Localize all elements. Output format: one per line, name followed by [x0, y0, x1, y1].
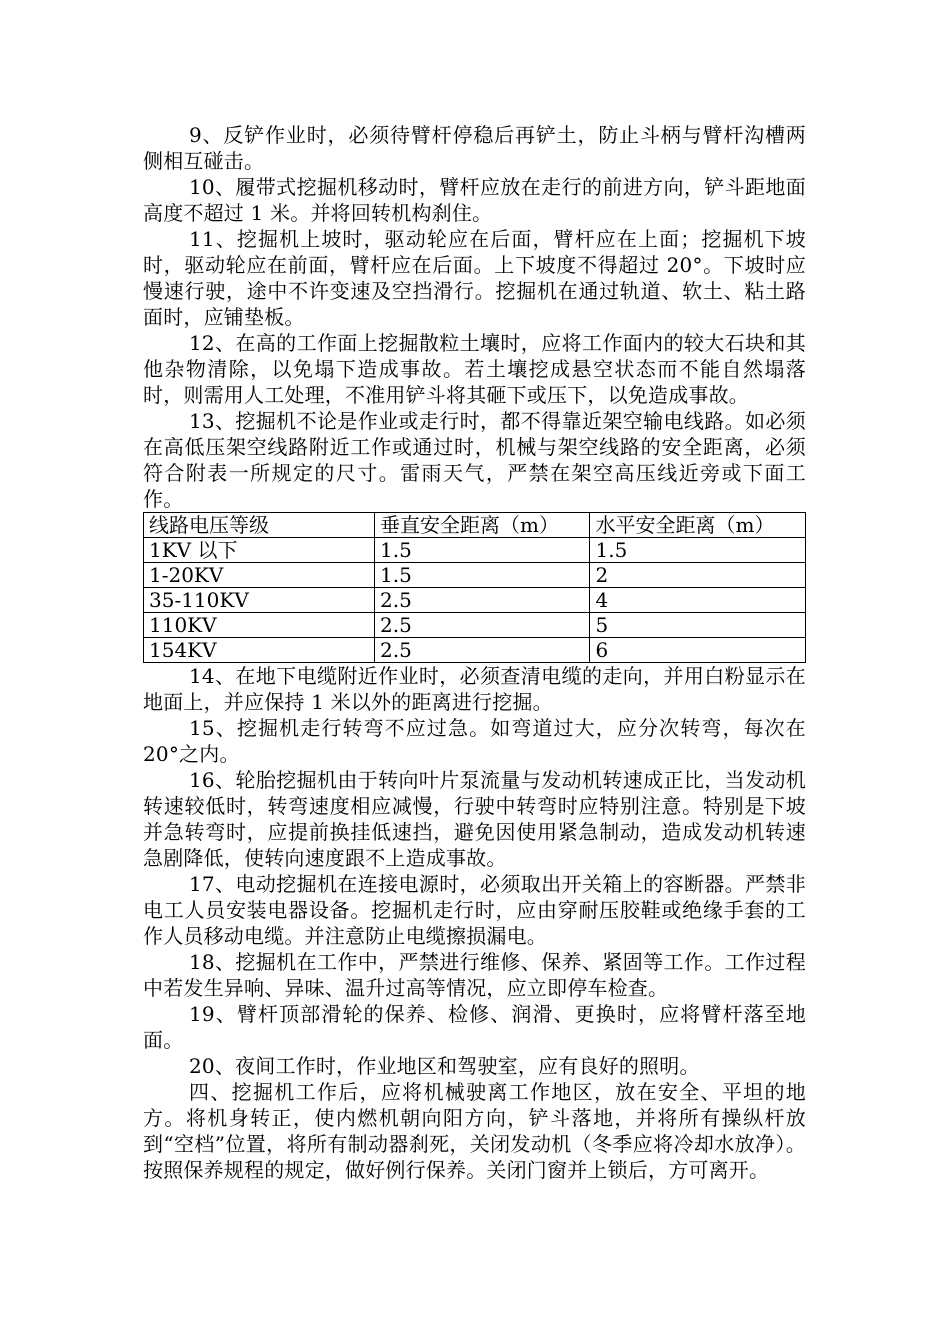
paragraph-item-12: 12、在高的工作面上挖掘散粒土壤时，应将工作面内的较大石块和其他杂物清除，以免塌下造成事故。若土壤挖成悬空状态而不能自然塌落时，则需用人工处理，不准用铲斗将其砸下或压下，以免造成事故。	[143, 331, 806, 407]
paragraph-item-10: 10、履带式挖掘机移动时，臂杆应放在走行的前进方向，铲斗距地面高度不超过 1 米。并将回转机构刹住。	[143, 175, 806, 225]
table-cell: 4	[590, 588, 806, 613]
document-page	[143, 122, 806, 1183]
table-cell: 2.5	[375, 638, 590, 663]
table-cell: 2.5	[375, 588, 590, 613]
table-cell: 1-20KV	[144, 563, 375, 588]
paragraph-item-20: 20、夜间工作时，作业地区和驾驶室，应有良好的照明。	[189, 1054, 700, 1078]
table-row	[144, 613, 806, 638]
table-cell: 6	[590, 638, 806, 663]
table-cell: 5	[590, 613, 806, 638]
table-row	[144, 588, 806, 613]
table-cell: 2.5	[375, 613, 590, 638]
table-row	[144, 638, 806, 663]
paragraph-section-four: 四、挖掘机工作后，应将机械驶离工作地区，放在安全、平坦的地方。将机身转正，使内燃机朝向阳方向，铲斗落地，并将所有操纵杆放到“空档”位置，将所有制动器刹死，关闭发动机（冬季应将冷却水放净）。按照保养规程的规定，做好例行保养。关闭门窗并上锁后，方可离开。	[143, 1080, 806, 1182]
paragraph-item-17: 17、电动挖掘机在连接电源时，必须取出开关箱上的容断器。严禁非电工人员安装电器设备。挖掘机走行时，应由穿耐压胶鞋或绝缘手套的工作人员移动电缆。并注意防止电缆擦损漏电。	[143, 872, 806, 948]
table-cell: 1KV 以下	[144, 538, 375, 563]
table-cell: 154KV	[144, 638, 375, 663]
paragraph-item-19: 19、臂杆顶部滑轮的保养、检修、润滑、更换时，应将臂杆落至地面。	[143, 1002, 806, 1052]
paragraph-item-14: 14、在地下电缆附近作业时，必须查清电缆的走向，并用白粉显示在地面上，并应保持 1 米以外的距离进行挖掘。	[143, 664, 806, 714]
table-header-cell: 垂直安全距离（m）	[375, 513, 590, 538]
table-header-row	[144, 513, 806, 538]
paragraph-item-18: 18、挖掘机在工作中，严禁进行维修、保养、紧固等工作。工作过程中若发生异响、异味、温升过高等情况，应立即停车检查。	[143, 950, 806, 1000]
safety-distance-table	[143, 512, 806, 663]
paragraph-item-9: 9、反铲作业时，必须待臂杆停稳后再铲土，防止斗柄与臂杆沟槽两侧相互碰击。	[143, 123, 806, 173]
table-cell: 35-110KV	[144, 588, 375, 613]
table-row	[144, 538, 806, 563]
table-cell: 1.5	[375, 563, 590, 588]
table-cell: 1.5	[590, 538, 806, 563]
table-header-cell: 线路电压等级	[144, 513, 375, 538]
table-cell: 1.5	[375, 538, 590, 563]
paragraph-item-16: 16、轮胎挖掘机由于转向叶片泵流量与发动机转速成正比，当发动机转速较低时，转弯速度相应减慢，行驶中转弯时应特别注意。特别是下坡并急转弯时，应提前换挂低速挡，避免因使用紧急制动，造成发动机转速急剧降低，使转向速度跟不上造成事故。	[143, 768, 806, 870]
paragraph-item-13: 13、挖掘机不论是作业或走行时，都不得靠近架空输电线路。如必须在高低压架空线路附近工作或通过时，机械与架空线路的安全距离，必须符合附表一所规定的尺寸。雷雨天气，严禁在架空高压线近旁或下面工作。	[143, 409, 806, 511]
table-cell: 110KV	[144, 613, 375, 638]
table-header-cell: 水平安全距离（m）	[590, 513, 806, 538]
table-row	[144, 563, 806, 588]
paragraph-item-11: 11、挖掘机上坡时，驱动轮应在后面，臂杆应在上面；挖掘机下坡时，驱动轮应在前面，臂杆应在后面。上下坡度不得超过 20°。下坡时应慢速行驶，途中不许变速及空挡滑行。挖掘机在通过轨道、软土、粘土路面时，应铺垫板。	[143, 227, 806, 329]
paragraph-item-15: 15、挖掘机走行转弯不应过急。如弯道过大，应分次转弯，每次在 20°之内。	[143, 716, 806, 766]
table-cell: 2	[590, 563, 806, 588]
